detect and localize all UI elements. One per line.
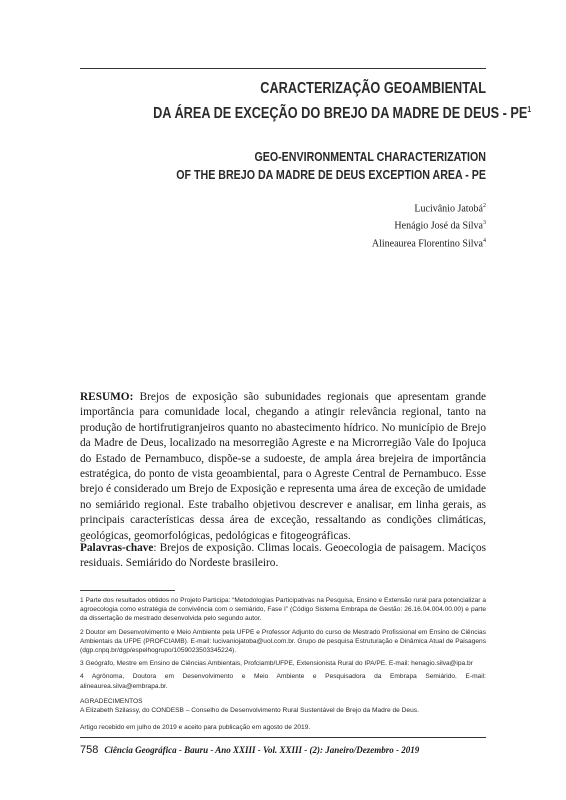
footnote-separator bbox=[80, 590, 175, 591]
keywords-label: Palavras-chave bbox=[80, 542, 154, 554]
author bbox=[80, 234, 486, 251]
title-footnote-ref[interactable]: 1 bbox=[527, 105, 532, 114]
acknowledgements-text: A Elizabeth Szilassy, do CONDESB – Conselho de Desenvolvimento Rural Sustentável de Brejo da Madre de Deus. bbox=[80, 707, 419, 715]
title-pt-line2 bbox=[153, 99, 532, 124]
page-number: 758 bbox=[80, 744, 99, 756]
abstract-label: RESUMO: bbox=[80, 391, 134, 403]
footnote-3: 3 Geógrafo, Mestre em Ensino de Ciências Ambientais, Profciamb/UFPE, Extensionista Rural do IPA/PE. E-mail: henagio.silva@ipa.br bbox=[80, 660, 473, 668]
footnotes bbox=[80, 596, 486, 732]
acknowledgements-heading: AGRADECIMENTOS bbox=[80, 697, 143, 705]
title-en-line2: OF THE BREJO DA MADRE DE DEUS EXCEPTION AREA - PE bbox=[176, 167, 486, 182]
footnote-1: 1 Parte dos resultados obtidos no Projeto Participa: “Metodologias Participativas na Pesquisa, Ensino e Extensão rural para potencializar a agroecologia como estratégia de convivência com o semiárido, Fase I” (Código Sistema Embrapa de Gestão: 26.16.04.004.00.00) e parte da dissertação de mestrado desenvolvida pelo segundo autor. bbox=[80, 597, 486, 623]
author bbox=[80, 216, 486, 233]
abstract bbox=[80, 390, 486, 544]
author-name: Henágio José da Silva bbox=[394, 220, 483, 232]
keywords bbox=[80, 541, 486, 572]
keywords-text: : Brejos de exposição. Climas locais. Geoecologia de paisagem. Maciços residuais. Semiárido do Nordeste brasileiro. bbox=[80, 542, 486, 570]
footnote-2: 2 Doutor em Desenvolvimento e Meio Ambiente pela UFPE e Professor Adjunto do curso de Mestrado Profissional em Ensino de Ciências Ambientais da UFPE (PROFCIAMB). E-mail: lucivaniojatoba@uol.com.br. Grupo de pesquisa Estruturação e Dinâmica Atual de Paisagens (dgp.cnpq.br/dgp/espelhogrupo/1059023503345224). bbox=[80, 628, 486, 655]
title-pt-line1: CARACTERIZAÇÃO GEOAMBIENTAL bbox=[260, 80, 486, 97]
author-footnote-ref[interactable]: 2 bbox=[483, 203, 486, 209]
author-footnote-ref[interactable]: 4 bbox=[483, 237, 486, 244]
author-footnote-ref[interactable]: 3 bbox=[483, 220, 486, 227]
abstract-text: Brejos de exposição são subunidades regionais que apresentam grande importância para comunidade local, chegando a atingir relevância regional, tanto na produção de hortifrutigranjeiros quanto no abastecimento hídrico. No município de Brejo da Madre de Deus, localizado na mesorregião Agreste e na Microrregião Vale do Ipojuca do Estado de Pernambuco, dispõe-se a sudoeste, de ampla área brejeira de importância estratégica, do ponto de vista geoambiental, para o Agreste Central de Pernambuco. Esse brejo é considerado um Brejo de Exposição e representa uma área de exceção de umidade no semiárido regional. Este trabalho objetivou descrever e analisar, em linha gerais, as principais características dessa área de exceção, ressaltando as condições climáticas, geológicas, geomorfológicas, pedológicas e fitogeográficas. bbox=[80, 391, 486, 542]
author-name: Alineaurea Florentino Silva bbox=[371, 237, 483, 249]
article-title-en bbox=[153, 148, 486, 184]
page-footer bbox=[80, 744, 486, 756]
article-title-pt bbox=[153, 78, 532, 124]
header-rule bbox=[80, 68, 486, 69]
author bbox=[80, 199, 486, 216]
journal-citation: Ciência Geográfica - Bauru - Ano XXIII - Vol. XXIII - (2): Janeiro/Dezembro - 2019 bbox=[104, 745, 420, 755]
title-en-line1: GEO-ENVIRONMENTAL CHARACTERIZATION bbox=[254, 149, 486, 164]
footnote-4: 4 Agrônoma, Doutora em Desenvolvimento e Meio Ambiente e Pesquisadora da Embrapa Semiárido. E-mail: alineaurea.silva@embrapa.br. bbox=[80, 673, 486, 690]
author-name: Lucivânio Jatobá bbox=[414, 203, 483, 215]
author-list bbox=[80, 199, 486, 251]
footer-rule bbox=[80, 737, 486, 738]
title-pt-line2-text: DA ÁREA DE EXCEÇÃO DO BREJO DA MADRE DE DEUS - PE bbox=[153, 105, 528, 123]
received-note: Artigo recebido em julho de 2019 e aceito para publicação em agosto de 2019. bbox=[80, 724, 311, 732]
